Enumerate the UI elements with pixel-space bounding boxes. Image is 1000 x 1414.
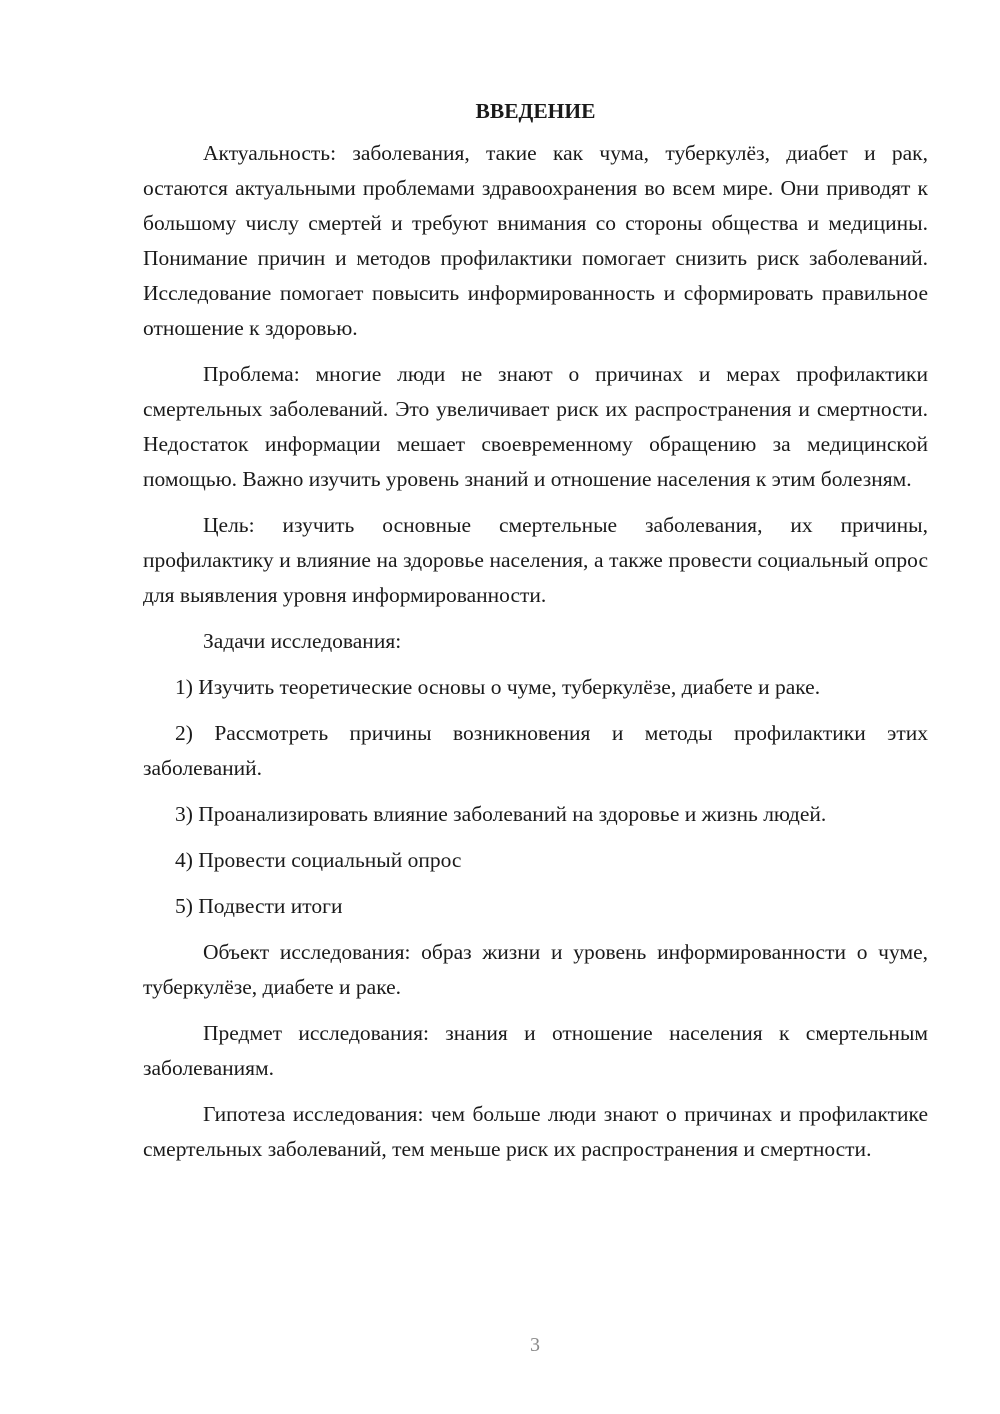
- subject-paragraph: Предмет исследования: знания и отношение населения к смертельным заболеваниям.: [143, 1021, 928, 1080]
- problem-paragraph: Проблема: многие люди не знают о причинах и мерах профилактики смертельных заболеваний. Это увеличивает риск их распространения и смертности. Недостаток информации мешает своевременному обращению за медицинской помощью. Важно изучить уровень знаний и отношение населения к этим болезням.: [143, 362, 928, 491]
- task-item-5: 5) Подвести итоги: [175, 894, 343, 918]
- hypothesis-paragraph: Гипотеза исследования: чем больше люди знают о причинах и профилактике смертельных заболеваний, тем меньше риск их распространения и смертности.: [143, 1102, 928, 1161]
- page-body: [143, 96, 928, 1178]
- page-title: ВВЕДЕНИЕ: [475, 99, 596, 123]
- task-item-3: 3) Проанализировать влияние заболеваний на здоровье и жизнь людей.: [175, 802, 827, 826]
- page-number: 3: [530, 1334, 540, 1356]
- task-item-4: 4) Провести социальный опрос: [175, 848, 462, 872]
- task-item-2: 2) Рассмотреть причины возникновения и методы профилактики этих заболеваний.: [143, 721, 928, 780]
- goal-paragraph: Цель: изучить основные смертельные заболевания, их причины, профилактику и влияние на здоровье населения, а также провести социальный опрос для выявления уровня информированности.: [143, 513, 928, 607]
- tasks-heading: Задачи исследования:: [203, 629, 402, 653]
- relevance-paragraph: Актуальность: заболевания, такие как чума, туберкулёз, диабет и рак, остаются актуальными проблемами здравоохранения во всем мире. Они приводят к большому числу смертей и требуют внимания со стороны общества и медицины. Понимание причин и методов профилактики помогает снизить риск заболеваний. Исследование помогает повысить информированность и сформировать правильное отношение к здоровью.: [143, 141, 928, 340]
- task-item-1: 1) Изучить теоретические основы о чуме, туберкулёзе, диабете и раке.: [175, 675, 821, 699]
- object-paragraph: Объект исследования: образ жизни и уровень информированности о чуме, туберкулёзе, диабете и раке.: [143, 940, 928, 999]
